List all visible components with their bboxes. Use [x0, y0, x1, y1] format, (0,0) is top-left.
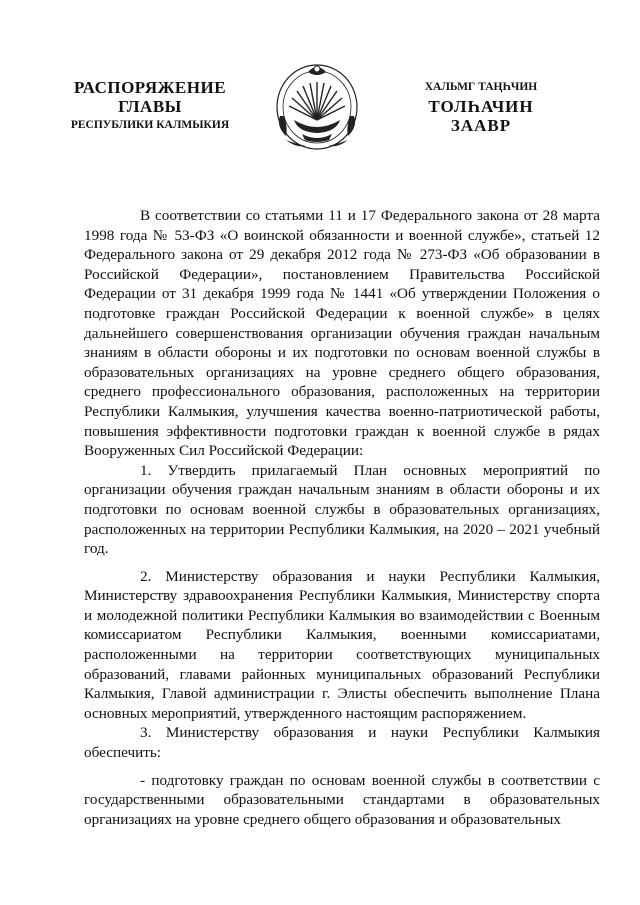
- paragraph-subitem: - подготовку граждан по основам военной службы в соответствии с государственными образовательными стандартами в образовательных организациях на уровне среднего общего образования и образовательных: [84, 771, 600, 828]
- paragraph-item-3: 3. Министерству образования и науки Республики Калмыкия обеспечить:: [84, 724, 600, 762]
- paragraph-item-1: 1. Утвердить прилагаемый План основных мероприятий по организации обучения граждан начальным знаниям в области обороны и их подготовки по основам военной службы в образовательных организациях, расположенных на территории Республики Калмыкия, на 2020 – 2021 учебный год.: [84, 461, 600, 558]
- header-left-line-1: РАСПОРЯЖЕНИЕ: [73, 78, 227, 97]
- paragraph-preamble: В соответствии со статьями 11 и 17 Федерального закона от 28 марта 1998 года № 53-ФЗ «О воинской обязанности и военной службе», статьей 12 Федерального закона от 29 декабря 2012 года № 273-ФЗ «Об образовании в Российской Федерации», постановлением Правительства Российской Федерации от 31 декабря 1999 года № 1441 «Об утверждении Положения о подготовке граждан Российской Федерации к военной службе» в целях дальнейшего совершенствования организации обучения граждан начальным знаниям в области обороны и их подготовки по основам военной службы в образовательных организациях на уровне среднего общего образования, среднего профессионального образования, расположенных на территории Республики Калмыкия, улучшения качества военно-патриотической работы, повышения эффективности подготовки граждан к военной службе в рядах Вооруженных Сил Российской Федерации:: [84, 207, 600, 460]
- header-left-line-2: ГЛАВЫ: [118, 97, 182, 116]
- header-right-line-2: ТОЛҺАЧИН: [428, 97, 534, 116]
- coat-of-arms-emblem: [272, 58, 362, 152]
- document-body: [84, 206, 600, 829]
- header-right-line-1: ХАЛЬМГ ТАҢҺЧИН: [424, 81, 538, 93]
- header-left: [60, 78, 240, 135]
- emblem-knot: [308, 66, 326, 75]
- header-right: [386, 78, 576, 135]
- emblem-rays: [289, 82, 345, 120]
- header-right-line-3: ЗААВР: [450, 116, 512, 135]
- header-left-line-3: РЕСПУБЛИКИ КАЛМЫКИЯ: [70, 119, 230, 131]
- paragraph-item-2: 2. Министерству образования и науки Республики Калмыкия, Министерству здравоохранения Республики Калмыкия, Министерству спорта и молодежной политики Республики Калмыкия во взаимодействии с Военным комиссариатом Республики Калмыкия, военными комиссариатами, расположенными на территории соответствующих муниципальных образований, главами районных муниципальных образований Республики Калмыкия, Главой администрации г. Элисты обеспечить выполнение Плана основных мероприятий, утвержденного настоящим распоряжением.: [84, 567, 600, 722]
